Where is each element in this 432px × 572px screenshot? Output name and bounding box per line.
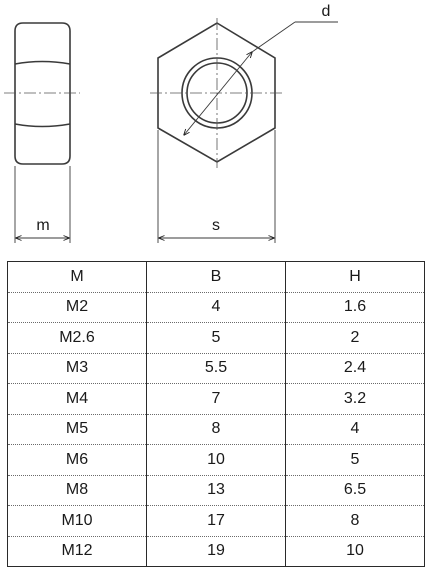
cell-size: M10 — [8, 506, 147, 537]
dimension-label-s: s — [212, 217, 220, 234]
table-row — [8, 292, 425, 323]
table-row — [8, 536, 425, 567]
cell-h: 10 — [286, 536, 425, 567]
column-header-b: B — [147, 262, 286, 293]
cell-size: M4 — [8, 384, 147, 415]
dimension-label-d: d — [321, 3, 331, 20]
cell-b: 5.5 — [147, 353, 286, 384]
table-row — [8, 445, 425, 476]
cell-h: 2.4 — [286, 353, 425, 384]
table-row — [8, 475, 425, 506]
cell-h: 4 — [286, 414, 425, 445]
cell-b: 8 — [147, 414, 286, 445]
table-row — [8, 323, 425, 354]
cell-b: 7 — [147, 384, 286, 415]
cell-size: M2 — [8, 292, 147, 323]
table-row — [8, 414, 425, 445]
cell-h: 1.6 — [286, 292, 425, 323]
table-header-row — [8, 262, 425, 293]
dimension-d — [184, 22, 338, 135]
cell-size: M2.6 — [8, 323, 147, 354]
table-row — [8, 506, 425, 537]
cell-size: M6 — [8, 445, 147, 476]
cell-b: 19 — [147, 536, 286, 567]
cell-h: 5 — [286, 445, 425, 476]
table-row — [8, 353, 425, 384]
cell-b: 4 — [147, 292, 286, 323]
column-header-h: H — [286, 262, 425, 293]
cell-h: 3.2 — [286, 384, 425, 415]
cell-size: M3 — [8, 353, 147, 384]
nut-front-view — [158, 23, 275, 162]
column-header-m: M — [8, 262, 147, 293]
front-view-centerlines — [150, 18, 284, 168]
nut-side-view — [15, 23, 70, 164]
cell-h: 6.5 — [286, 475, 425, 506]
cell-b: 13 — [147, 475, 286, 506]
cell-b: 10 — [147, 445, 286, 476]
cell-h: 8 — [286, 506, 425, 537]
nut-dimension-table — [7, 261, 425, 567]
table-row — [8, 384, 425, 415]
cell-b: 17 — [147, 506, 286, 537]
hex-nut-technical-drawing — [0, 0, 432, 252]
cell-h: 2 — [286, 323, 425, 354]
cell-size: M12 — [8, 536, 147, 567]
dimension-label-m: m — [36, 217, 50, 234]
cell-b: 5 — [147, 323, 286, 354]
cell-size: M5 — [8, 414, 147, 445]
cell-size: M8 — [8, 475, 147, 506]
